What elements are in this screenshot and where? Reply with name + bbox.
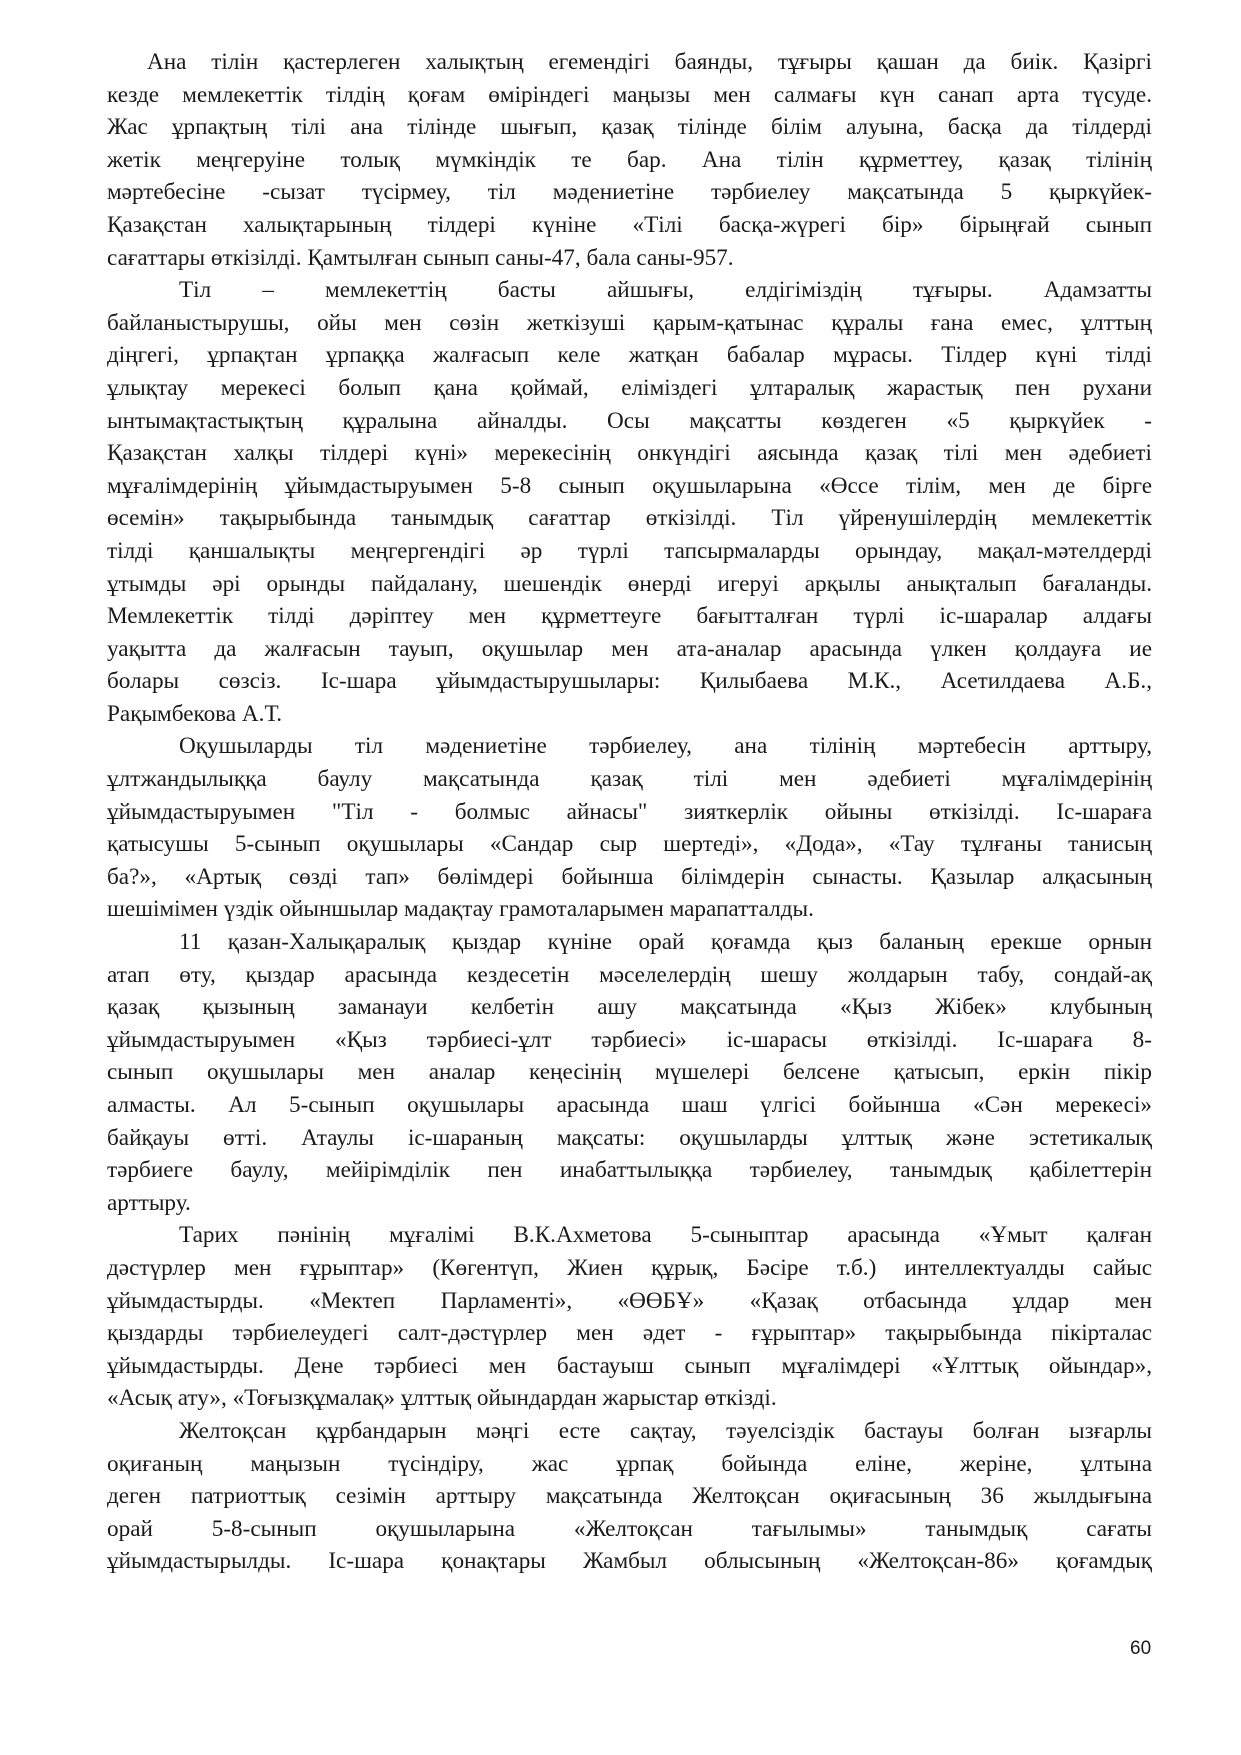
text-line: жетік меңгеруіне толық мүмкіндік те бар. Ана тілін құрметтеу, қазақ тілінің [107,146,1152,173]
text-line: ұйымдастырды. «Мектеп Парламенті», «ӨӨБҰ» «Қазақ отбасында ұлдар мен [107,1287,1152,1314]
text-line: Тарих пәнінің мұғалімі В.К.Ахметова 5-сыныптар арасында «Ұмыт қалған [179,1222,1152,1249]
text-line: алмасты. Ал 5-сынып оқушылары арасында шаш үлгісі бойынша «Сән мерекесі» [107,1092,1152,1118]
text-line: ұйымдастырылды. Іс-шара қонақтары Жамбыл облысының «Желтоқсан-86» қоғамдық [107,1548,1152,1575]
text-line: ынтымақтастықтың құралына айналды. Осы мақсатты көздеген «5 қыркүйек - [107,407,1152,434]
text-line: орай 5-8-сынып оқушыларына «Желтоқсан тағылымы» танымдық сағаты [107,1515,1152,1542]
text-line: уақытта да жалғасын тауып, оқушылар мен ата-аналар арасында үлкен қолдауға ие [107,635,1152,662]
text-line: арттыру. [107,1189,191,1216]
text-line: атап өту, қыздар арасында кездесетін мәселелердің шешу жолдарын табу, сондай-ақ [107,961,1152,988]
text-line: «Асық ату», «Тоғызқұмалақ» ұлттық ойындардан жарыстар өткізді. [107,1385,777,1412]
text-line: болары сөзсіз. Іс-шара ұйымдастырушылары: Қилыбаева М.К., Асетилдаева А.Б., [107,668,1152,695]
text-line: ұлықтау мерекесі болып қана қоймай, еліміздегі ұлтаралық жарастық пен рухани [107,374,1152,401]
body-text [107,46,1152,1578]
text-line: Қазақстан халқы тілдері күні» мерекесінің онкүндігі аясында қазақ тілі мен әдебиеті [107,440,1152,467]
paragraph-mother-tongue [107,46,1152,274]
paragraph-girls-day [107,926,1152,1219]
text-line: тәрбиеге баулу, мейірімділік пен инабаттылыққа тәрбиелеу, танымдық қабілеттерін [107,1157,1152,1184]
text-line: кезде мемлекеттік тілдің қоғам өміріндегі маңызы мен салмағы күн санап арта түсуде. [107,81,1152,108]
paragraph-languages-day [107,274,1152,730]
text-line: ұйымдастырды. Дене тәрбиесі мен бастауыш сынып мұғалімдері «Ұлттық ойындар», [107,1352,1152,1379]
text-line: Мемлекеттік тілді дәріптеу мен құрметтеуге бағытталған түрлі іс-шаралар алдағы [107,603,1152,630]
text-line: шешімімен үздік ойыншылар мадақтау грамоталарымен марапатталды. [107,896,814,923]
text-line: қатысушы 5-сынып оқушылары «Сандар сыр шертеді», «Дода», «Тау тұлғаны танисың [107,831,1152,858]
text-line: тілді қаншалықты меңгергендігі әр түрлі тапсырмаларды орындау, мақал-мәтелдерді [107,537,1152,564]
text-line: дәстүрлер мен ғұрыптар» (Көгентүп, Жиен құрық, Бәсіре т.б.) интеллектуалды сайыс [107,1254,1152,1281]
text-line: өсемін» тақырыбында танымдық сағаттар өткізілді. Тіл үйренушілердің мемлекеттік [107,505,1152,532]
text-line: 11 қазан-Халықаралық қыздар күніне орай қоғамда қыз баланың ерекше орнын [179,929,1152,956]
text-line: Рақымбекова А.Т. [107,700,283,727]
paragraph-december-events [107,1415,1152,1578]
text-line: Жас ұрпақтың тілі ана тілінде шығып, қазақ тілінде білім алуына, басқа да тілдерді [107,114,1152,141]
text-line: ұйымдастыруымен «Қыз тәрбиесі-ұлт тәрбиесі» іс-шарасы өткізілді. Іс-шараға 8- [107,1026,1152,1053]
text-line: ұйымдастыруымен "Тіл - болмыс айнасы" зияткерлік ойыны өткізілді. Іс-шараға [107,798,1152,825]
text-line: ұлтжандылыққа баулу мақсатында қазақ тілі мен әдебиеті мұғалімдерінің [107,766,1152,793]
text-line: Ана тілін қастерлеген халықтың егемендігі баянды, тұғыры қашан да биік. Қазіргі [147,49,1152,75]
text-line: Оқушыларды тіл мәдениетіне тәрбиелеу, ана тілінің мәртебесін арттыру, [179,733,1152,760]
text-line: Желтоқсан құрбандарын мәңгі есте сақтау, тәуелсіздік бастауы болған ызғарлы [179,1417,1152,1444]
text-line: қазақ қызының заманауи келбетін ашу мақсатында «Қыз Жібек» клубының [107,994,1152,1021]
text-line: байқауы өтті. Атаулы іс-шараның мақсаты: оқушыларды ұлттық және эстетикалық [107,1124,1152,1151]
page-number: 60 [1130,1638,1152,1659]
text-line: сынып оқушылары мен аналар кеңесінің мүшелері белсене қатысып, еркін пікір [107,1059,1152,1086]
paragraph-history-contest [107,1219,1152,1415]
text-line: оқиғаның маңызын түсіндіру, жас ұрпақ бойында еліне, жеріне, ұлтына [107,1450,1152,1477]
text-line: байланыстырушы, ойы мен сөзін жеткізуші қарым-қатынас құралы ғана емес, ұлттың [107,309,1152,336]
text-line: ұтымды әрі орынды пайдалану, шешендік өнерді игеруі арқылы анықталып бағаланды. [107,570,1152,597]
text-line: қыздарды тәрбиелеудегі салт-дәстүрлер мен әдет - ғұрыптар» тақырыбында пікірталас [107,1320,1152,1347]
text-line: мәртебесіне -сызат түсірмеу, тіл мәдениетіне тәрбиелеу мақсатында 5 қыркүйек- [107,179,1152,206]
text-line: мұғалімдерінің ұйымдастыруымен 5-8 сынып оқушыларына «Өссе тілім, мен де бірге [107,472,1152,499]
text-line: сағаттары өткізілді. Қамтылған сынып саны-47, бала саны-957. [107,244,734,271]
text-line: Қазақстан халықтарының тілдері күніне «Тілі басқа-жүрегі бір» бірыңғай сынып [107,211,1152,238]
text-line: деген патриоттық сезімін арттыру мақсатында Желтоқсан оқиғасының 36 жылдығына [107,1483,1152,1510]
text-line: Тіл – мемлекеттің басты айшығы, елдігіміздің тұғыры. Адамзатты [179,277,1152,304]
text-line: діңгегі, ұрпақтан ұрпаққа жалғасып келе жатқан бабалар мұрасы. Тілдер күні тілді [107,342,1152,369]
paragraph-intellectual-game [107,730,1152,926]
text-line: ба?», «Артық сөзді тап» бөлімдері бойынша білімдерін сынасты. Қазылар алқасының [107,863,1152,890]
